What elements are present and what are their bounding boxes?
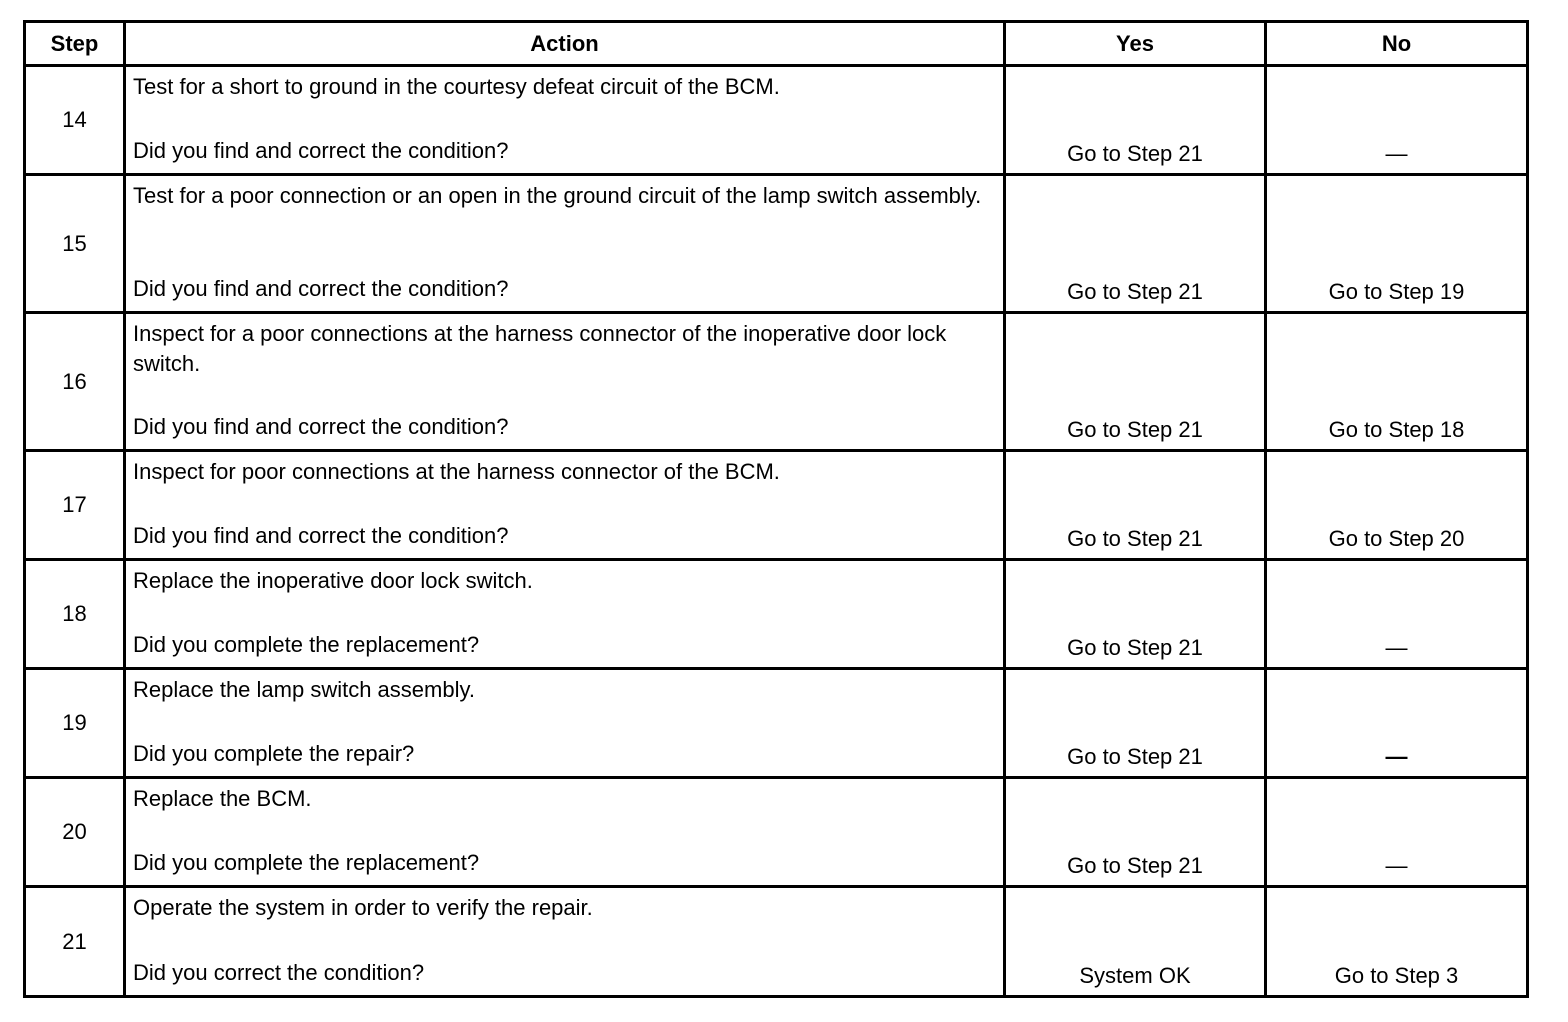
action-cell — [125, 778, 1005, 887]
action-text: Test for a short to ground in the courtesy defeat circuit of the BCM. — [133, 74, 780, 99]
action-question: Did you complete the replacement? — [133, 850, 480, 875]
step-number: 17 — [25, 451, 125, 560]
header-yes: Yes — [1005, 22, 1266, 66]
action-question: Did you find and correct the condition? — [133, 414, 509, 439]
yes-result: Go to Step 21 — [1005, 560, 1266, 669]
no-result: Go to Step 3 — [1266, 887, 1528, 997]
action-question: Did you complete the repair? — [133, 741, 415, 766]
no-result: — — [1266, 669, 1528, 778]
yes-result: Go to Step 21 — [1005, 175, 1266, 313]
action-text: Replace the lamp switch assembly. — [133, 677, 475, 702]
table-row — [25, 778, 1528, 887]
table-row — [25, 560, 1528, 669]
action-text: Test for a poor connection or an open in the ground circuit of the lamp switch assembly. — [133, 183, 982, 208]
no-result: — — [1266, 778, 1528, 887]
action-question: Did you find and correct the condition? — [133, 523, 509, 548]
action-question: Did you complete the replacement? — [133, 632, 480, 657]
no-result: Go to Step 20 — [1266, 451, 1528, 560]
step-number: 20 — [25, 778, 125, 887]
table-row — [25, 175, 1528, 313]
yes-result: Go to Step 21 — [1005, 313, 1266, 451]
yes-result: Go to Step 21 — [1005, 66, 1266, 175]
action-cell — [125, 451, 1005, 560]
action-cell — [125, 560, 1005, 669]
no-result: Go to Step 19 — [1266, 175, 1528, 313]
action-cell — [125, 313, 1005, 451]
header-row — [25, 22, 1528, 66]
yes-result: Go to Step 21 — [1005, 669, 1266, 778]
action-question: Did you find and correct the condition? — [133, 276, 509, 301]
table-row — [25, 669, 1528, 778]
header-action: Action — [125, 22, 1005, 66]
header-step: Step — [25, 22, 125, 66]
table-row — [25, 451, 1528, 560]
yes-result: Go to Step 21 — [1005, 451, 1266, 560]
table-row — [25, 887, 1528, 997]
action-text: Inspect for a poor connections at the harness connector of the inoperative door lock switch. — [133, 321, 947, 376]
table-row — [25, 66, 1528, 175]
action-text: Replace the BCM. — [133, 786, 312, 811]
action-question: Did you correct the condition? — [133, 960, 425, 985]
no-result: — — [1266, 560, 1528, 669]
step-number: 18 — [25, 560, 125, 669]
diagnostic-table — [23, 20, 1529, 998]
action-text: Operate the system in order to verify the repair. — [133, 895, 593, 920]
yes-result: Go to Step 21 — [1005, 778, 1266, 887]
action-text: Replace the inoperative door lock switch. — [133, 568, 533, 593]
action-cell — [125, 66, 1005, 175]
step-number: 21 — [25, 887, 125, 997]
action-cell — [125, 669, 1005, 778]
step-number: 19 — [25, 669, 125, 778]
yes-result: System OK — [1005, 887, 1266, 997]
step-number: 14 — [25, 66, 125, 175]
action-text: Inspect for poor connections at the harness connector of the BCM. — [133, 459, 780, 484]
action-cell — [125, 887, 1005, 997]
no-result: Go to Step 18 — [1266, 313, 1528, 451]
action-cell — [125, 175, 1005, 313]
header-no: No — [1266, 22, 1528, 66]
action-question: Did you find and correct the condition? — [133, 138, 509, 163]
step-number: 15 — [25, 175, 125, 313]
step-number: 16 — [25, 313, 125, 451]
no-result: — — [1266, 66, 1528, 175]
table-row — [25, 313, 1528, 451]
